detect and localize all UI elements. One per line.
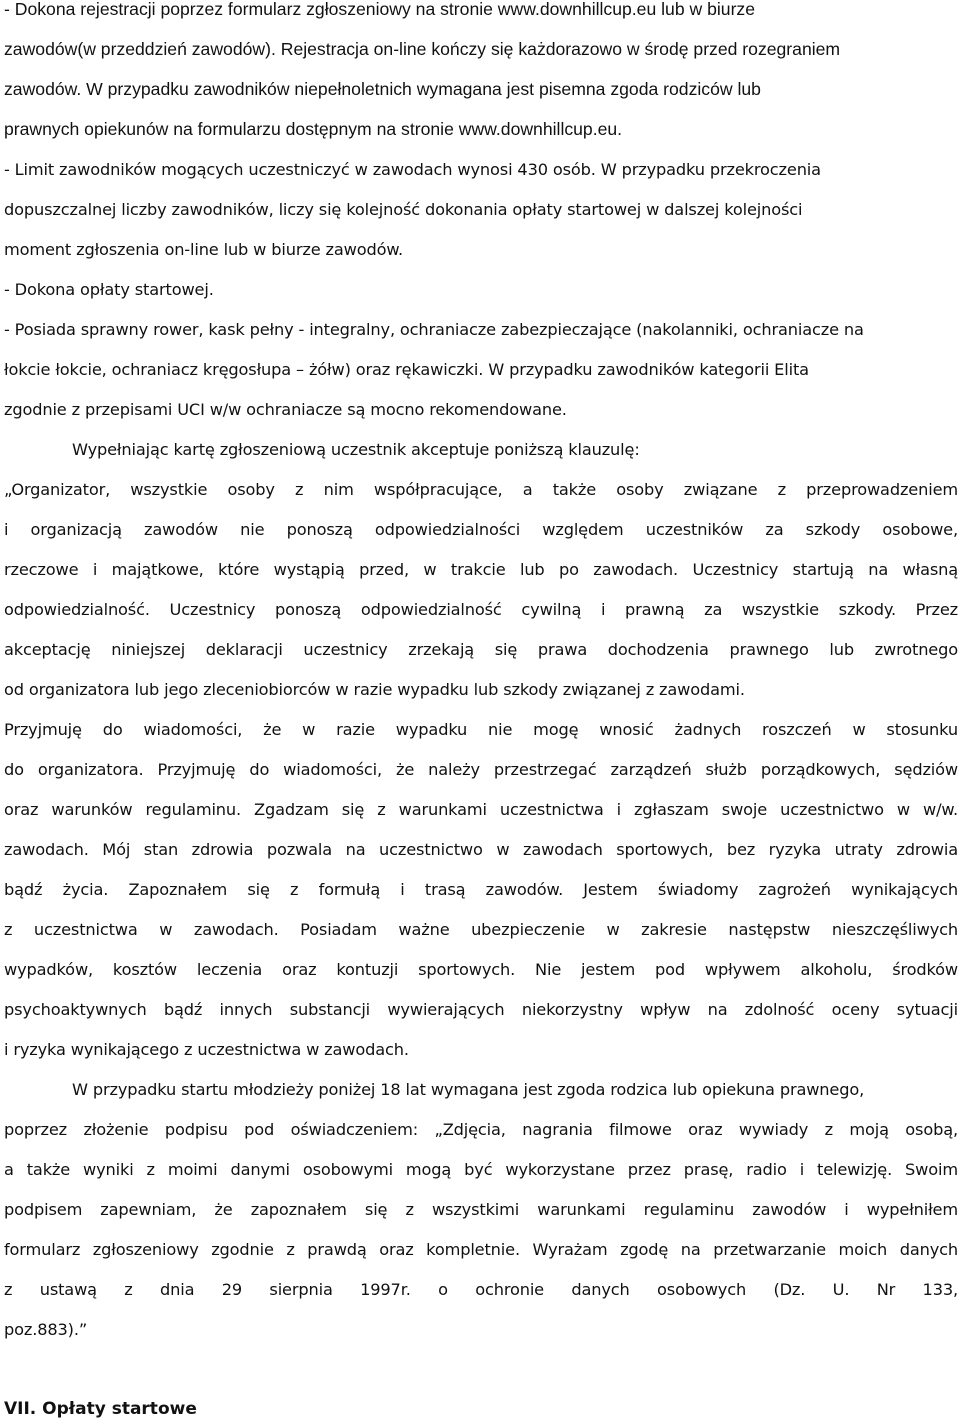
text-line: psychoaktywnych bądź innych substancji wywierających niekorzystny wpływ na zdolność oceny sytuacji	[4, 1000, 958, 1019]
text-line: moment zgłoszenia on-line lub w biurze zawodów.	[4, 240, 403, 259]
text-line: z ustawą z dnia 29 sierpnia 1997r. o ochronie danych osobowych (Dz. U. Nr 133,	[4, 1280, 958, 1299]
section-heading: VII. Opłaty startowe	[4, 1399, 197, 1419]
text-line: zawodów(w przeddzień zawodów). Rejestracja on-line kończy się każdorazowo w środę przed rozegraniem	[4, 39, 841, 59]
text-line: - Posiada sprawny rower, kask pełny - integralny, ochraniacze zabezpieczające (nakolanniki, ochraniacze na	[4, 320, 864, 339]
text-line: zawodach. Mój stan zdrowia pozwala na uczestnictwo w zawodach sportowych, bez ryzyka utraty zdrowia	[4, 840, 958, 859]
text-line: - Dokona rejestracji poprzez formularz zgłoszeniowy na stronie www.downhillcup.eu lub w biurze	[4, 0, 756, 19]
text-line: Wypełniając kartę zgłoszeniową uczestnik akceptuje poniższą klauzulę:	[72, 440, 640, 459]
text-line: i organizacją zawodów nie ponoszą odpowiedzialności względem uczestników za szkody osobowe,	[4, 520, 958, 539]
text-line: „Organizator, wszystkie osoby z nim współpracujące, a także osoby związane z przeprowadzeniem	[4, 480, 958, 499]
text-line: zawodów. W przypadku zawodników niepełnoletnich wymagana jest pisemna zgoda rodziców lub	[4, 79, 761, 99]
text-line: formularz zgłoszeniowy zgodnie z prawdą oraz kompletnie. Wyrażam zgodę na przetwarzanie moich danych	[4, 1240, 958, 1259]
text-line: łokcie łokcie, ochraniacz kręgosłupa – żółw) oraz rękawiczki. W przypadku zawodników kategorii Elita	[4, 360, 809, 379]
text-line: - Dokona opłaty startowej.	[4, 280, 214, 299]
text-line: prawnych opiekunów na formularzu dostępnym na stronie www.downhillcup.eu.	[4, 119, 623, 139]
text-line: z uczestnictwa w zawodach. Posiadam ważne ubezpieczenie w zakresie następstw nieszczęśliwych	[4, 920, 958, 939]
text-line: od organizatora lub jego zleceniobiorców w razie wypadku lub szkody związanej z zawodami.	[4, 680, 745, 699]
text-line: akceptację niniejszej deklaracji uczestnicy zrzekają się prawa dochodzenia prawnego lub zwrotnego	[4, 640, 958, 659]
text-line: dopuszczalnej liczby zawodników, liczy się kolejność dokonania opłaty startowej w dalszej kolejności	[4, 200, 803, 219]
text-line: a także wyniki z moimi danymi osobowymi mogą być wykorzystane przez prasę, radio i telewizję. Swoim	[4, 1160, 958, 1179]
text-line: podpisem zapewniam, że zapoznałem się z wszystkimi warunkami regulaminu zawodów i wypełniłem	[4, 1200, 958, 1219]
text-line: bądź życia. Zapoznałem się z formułą i trasą zawodów. Jestem świadomy zagrożeń wynikających	[4, 880, 958, 899]
text-line: poprzez złożenie podpisu pod oświadczeniem: „Zdjęcia, nagrania filmowe oraz wywiady z moją osobą,	[4, 1120, 958, 1139]
text-line: Przyjmuję do wiadomości, że w razie wypadku nie mogę wnosić żadnych roszczeń w stosunku	[4, 720, 958, 739]
text-line: wypadków, kosztów leczenia oraz kontuzji sportowych. Nie jestem pod wpływem alkoholu, środków	[4, 960, 958, 979]
text-line: odpowiedzialność. Uczestnicy ponoszą odpowiedzialność cywilną i prawną za wszystkie szkody. Przez	[4, 600, 958, 619]
text-line: rzeczowe i majątkowe, które wystąpią przed, w trakcie lub po zawodach. Uczestnicy startują na własną	[4, 560, 958, 579]
text-line: zgodnie z przepisami UCI w/w ochraniacze są mocno rekomendowane.	[4, 400, 567, 419]
text-line: W przypadku startu młodzieży poniżej 18 lat wymagana jest zgoda rodzica lub opiekuna prawnego,	[72, 1080, 865, 1099]
text-line: oraz warunków regulaminu. Zgadzam się z warunkami uczestnictwa i zgłaszam swoje uczestnictwo w w/w.	[4, 800, 958, 819]
text-line: do organizatora. Przyjmuję do wiadomości, że należy przestrzegać zarządzeń służb porządkowych, sędziów	[4, 760, 958, 779]
text-line: poz.883).”	[4, 1320, 88, 1339]
text-line: - Limit zawodników mogących uczestniczyć w zawodach wynosi 430 osób. W przypadku przekroczenia	[4, 160, 821, 179]
text-line: i ryzyka wynikającego z uczestnictwa w zawodach.	[4, 1040, 409, 1059]
